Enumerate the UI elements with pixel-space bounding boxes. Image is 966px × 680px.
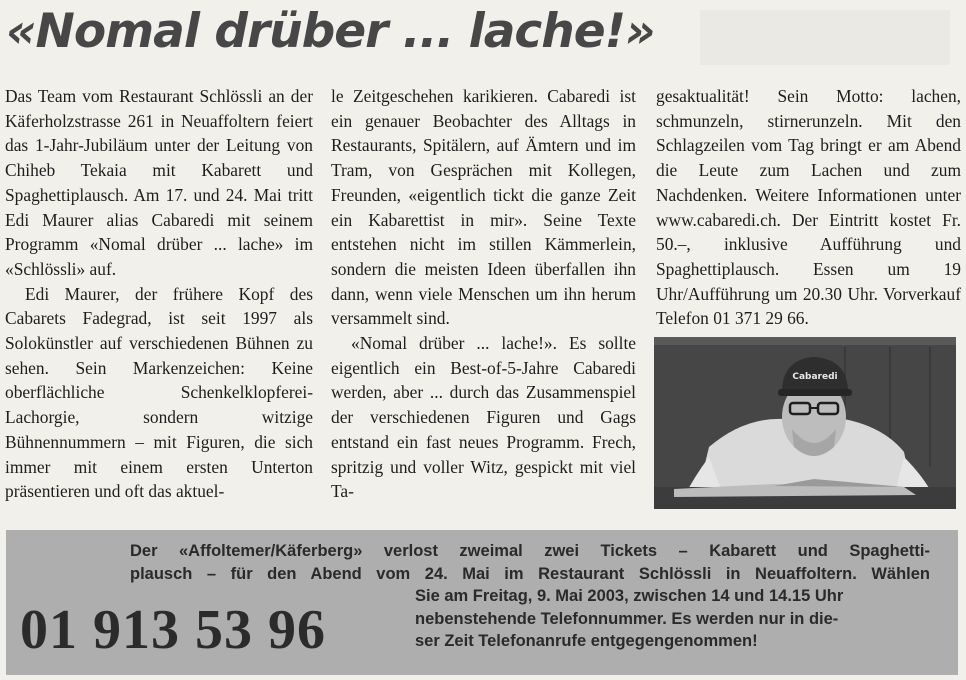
article-column-2: [331, 84, 636, 504]
contest-line: Der «Affoltemer/Käferberg» verlost zweimal zwei Tickets – Kabarett und Spaghetti-: [130, 542, 930, 560]
contest-line: ser Zeit Telefonanrufe entgegengenommen!: [415, 632, 758, 650]
contest-line: nebenstehende Telefonnummer. Es werden nur in die-: [415, 609, 839, 628]
cap-lettering: Cabaredi: [792, 372, 838, 382]
article-column-3: [656, 84, 961, 331]
article-column-1: [5, 84, 313, 504]
contest-phone-number: 01 913 53 96: [20, 599, 326, 661]
paragraph: «Nomal drüber ... lache!». Es sollte eigentlich ein Best-of-5-Jahre Cabaredi werden, aber ... durch das Zusammenspiel der verschiedenen Figuren und Gags entstand ein fast neues Programm. Frech, spritzig und voller Witz, gespickt mit viel Ta-: [331, 333, 636, 502]
performer-illustration: [654, 337, 956, 509]
bleed-through-area: [700, 10, 950, 65]
cabaredi-photo: [654, 337, 956, 509]
paragraph: gesaktualität! Sein Motto: lachen, schmunzeln, stirnerunzeln. Mit den Schlagzeilen vom Tag bringt er am Abend die Leute zum Lachen und zum Nachdenken. Weitere Informationen unter www.cabaredi.ch. Der Eintritt kostet Fr. 50.–, inklusive Aufführung und Spaghettiplausch. Essen um 19 Uhr/Aufführung um 20.30 Uhr. Vorverkauf Telefon 01 371 29 66.: [656, 86, 961, 329]
paragraph: Edi Maurer, der frühere Kopf des Cabarets Fadegrad, ist seit 1997 als Solokünstler auf verschiedenen Bühnen zu sehen. Sein Markenzeichen: Keine oberflächliche Schenkelklopferei-Lachorgie, sondern witzige Bühnennummern – mit Figuren, die sich immer mit einem ersten Unterton präsentieren und oft das aktuel-: [5, 283, 313, 502]
paragraph: Das Team vom Restaurant Schlössli an der Käferholzstrasse 261 in Neuaffoltern feiert das 1-Jahr-Jubiläum unter der Leitung von Chiheb Tekaia mit Kabarett und Spaghettiplausch. Am 17. und 24. Mai tritt Edi Maurer alias Cabaredi mit seinem Programm «Nomal drüber ... lache» im «Schlössli» auf.: [5, 86, 313, 279]
article-headline: «Nomal drüber ... lache!»: [6, 4, 655, 59]
contest-line: plausch – für den Abend vom 24. Mai im Restaurant Schlössli in Neuaffoltern. Wählen: [130, 564, 930, 583]
contest-line: Sie am Freitag, 9. Mai 2003, zwischen 14 und 14.15 Uhr: [415, 587, 844, 605]
paragraph: le Zeitgeschehen karikieren. Cabaredi ist ein genauer Beobachter des Alltags in Restaurants, Spitälern, auf Ämtern und im Tram, von Gesprächen mit Kollegen, Freunden, «eigentlich tickt die ganze Zeit ein Kabarettist in mir». Seine Texte entstehen nicht im stillen Kämmerlein, sondern die meisten Ideen überfallen ihn dann, wenn viele Menschen um ihn herum versammelt sind.: [331, 86, 636, 329]
